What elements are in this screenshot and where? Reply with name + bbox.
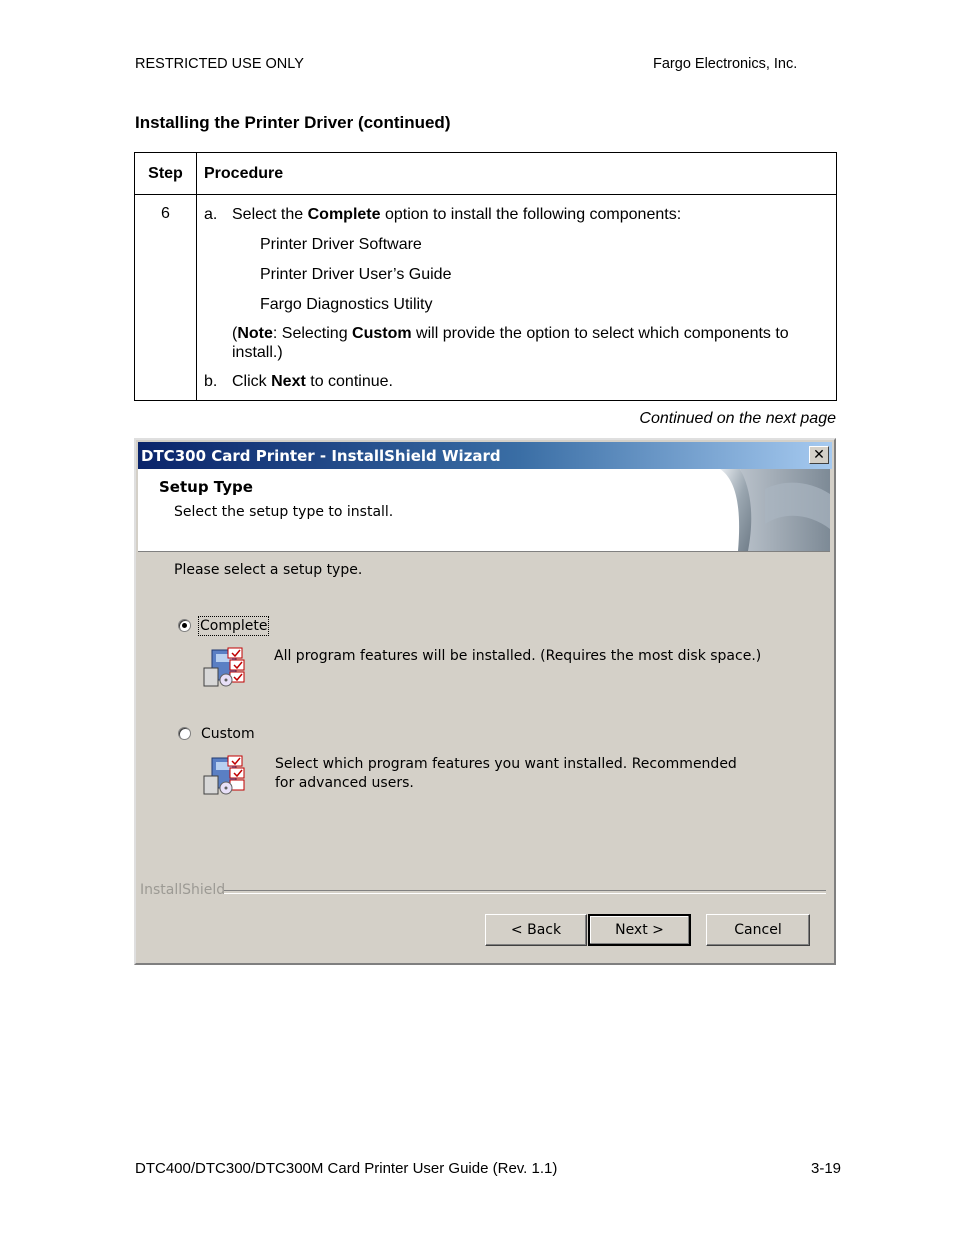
banner-subtitle: Select the setup type to install.	[174, 504, 394, 520]
note-bold-custom: Custom	[352, 325, 412, 342]
setup-prompt: Please select a setup type.	[174, 562, 363, 578]
step-column-header: Step	[135, 153, 197, 195]
radio-dot	[182, 623, 187, 628]
custom-radio[interactable]	[178, 727, 191, 740]
step-a-label: a.	[204, 206, 218, 223]
header-left: RESTRICTED USE ONLY	[135, 56, 304, 72]
page-number: 3-19	[811, 1160, 842, 1177]
component-item: Fargo Diagnostics Utility	[260, 296, 433, 313]
dialog-banner	[138, 469, 830, 552]
dialog-title: DTC300 Card Printer - InstallShield Wizard	[141, 447, 501, 465]
cancel-button[interactable]	[706, 914, 810, 946]
custom-label[interactable]: Custom	[201, 726, 255, 742]
procedure-column-header: Procedure	[197, 153, 837, 195]
note-mid: : Selecting	[272, 325, 353, 342]
step-a-text	[232, 205, 828, 224]
installshield-label: InstallShield	[140, 882, 226, 898]
step-b-pre: Click	[232, 373, 272, 390]
complete-description: All program features will be installed. (Requires the most disk space.)	[274, 648, 762, 664]
cancel-button-label: Cancel	[734, 922, 782, 938]
installshield-dialog	[134, 438, 836, 965]
close-icon: ✕	[813, 447, 825, 463]
note-bold: Note	[237, 325, 273, 342]
dialog-titlebar[interactable]	[138, 442, 832, 469]
page-curl-icon	[680, 469, 830, 551]
complete-radio[interactable]	[178, 619, 191, 632]
footer-left: DTC400/DTC300/DTC300M Card Printer User Guide (Rev. 1.1)	[135, 1160, 558, 1177]
note-post: will provide the option to select which components to install.)	[232, 325, 789, 361]
step-b-bold: Next	[271, 373, 306, 390]
header-right: Fargo Electronics, Inc.	[653, 56, 798, 72]
setup-package-icon	[202, 644, 246, 688]
step-b-text	[232, 372, 828, 391]
step-a	[204, 205, 828, 224]
table-header-row	[135, 153, 837, 195]
continued-note: Continued on the next page	[639, 410, 836, 427]
custom-description: Select which program features you want installed. Recommended for advanced users.	[275, 756, 737, 791]
component-item: Printer Driver User’s Guide	[260, 266, 452, 283]
component-item: Printer Driver Software	[260, 236, 422, 253]
note-open: (	[232, 325, 238, 342]
banner-title: Setup Type	[159, 478, 253, 496]
next-button[interactable]	[588, 914, 691, 946]
complete-label[interactable]: Complete	[200, 618, 268, 634]
step-b-post: to continue.	[305, 373, 393, 390]
step-a-post: option to install the following components:	[380, 206, 682, 223]
step-b	[204, 372, 828, 391]
back-button[interactable]	[485, 914, 587, 946]
close-button[interactable]	[809, 446, 829, 464]
table-row	[135, 195, 837, 401]
back-button-label: < Back	[510, 922, 562, 938]
setup-package-icon	[202, 752, 246, 796]
next-button-label: Next >	[615, 922, 664, 938]
step-b-label: b.	[204, 373, 218, 390]
procedure-cell	[197, 195, 837, 401]
section-title: Installing the Printer Driver (continued)	[135, 113, 451, 132]
separator-line	[224, 890, 826, 894]
step-a-pre: Select the	[232, 206, 308, 223]
step-number: 6	[135, 195, 197, 401]
note-text	[204, 324, 828, 362]
step-a-bold: Complete	[307, 206, 381, 223]
procedure-table	[134, 152, 837, 401]
